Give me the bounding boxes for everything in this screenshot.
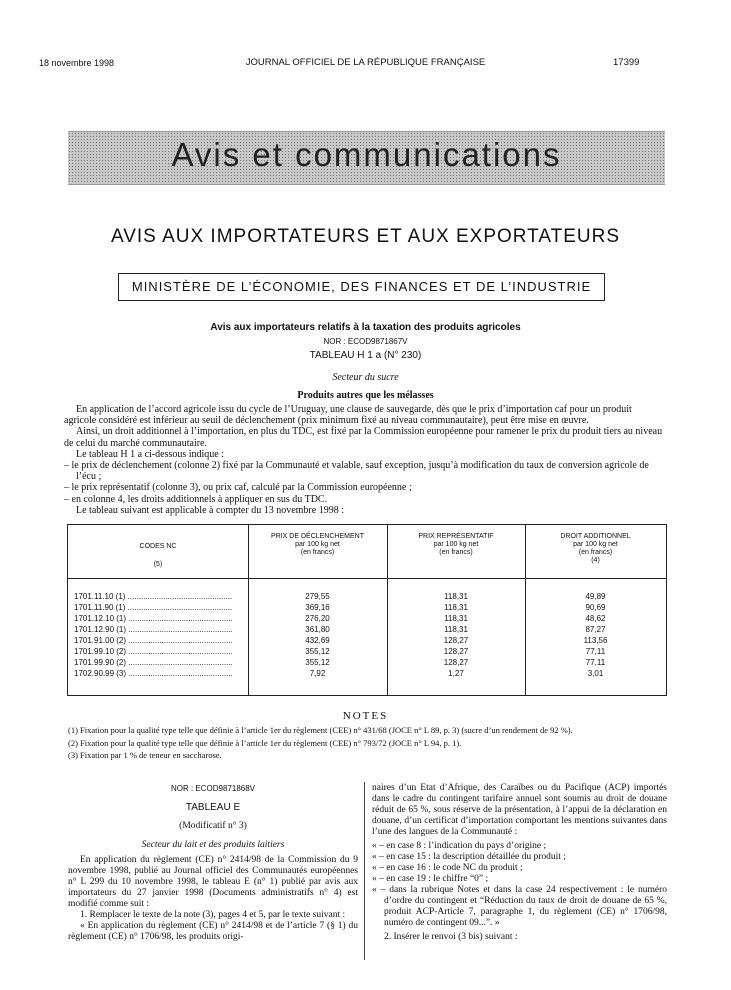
table-cell: 118,31 — [444, 603, 468, 612]
header-line: (en francs) — [300, 549, 335, 556]
code-cell: 1701.12.10 (1) — [74, 614, 127, 623]
header-page-number: 17399 — [613, 57, 640, 68]
header-line: PRIX REPRÉSENTATIF — [418, 533, 494, 540]
table-cell: 355,12 — [305, 658, 330, 667]
paragraph: « En application du règlement (CE) n° 2414/98 et de l’article 7 (§ 1) du règlement (CE) n° 1706/98, les produits origi- — [68, 921, 358, 942]
dash-item: – le prix représentatif (colonne 3), ou prix caf, calculé par la Commission européenne ; — [64, 482, 412, 494]
code-cell: 1702.90.99 (3) — [74, 669, 127, 678]
left-column — [68, 783, 358, 943]
paragraph: En application du règlement (CE) n° 2414/98 de la Commission du 9 novembre 1998, publié au Journal officiel des Communautés européennes n° L 299 du 10 novembre 1998, le tableau E (n° 1) publié par avis aux importateurs du 27 janvier 1998 (Documents administratifs n° 4) est modifié comme suit : — [68, 855, 358, 909]
header-line: par 100 kg net — [295, 541, 340, 548]
code-cell: 1701.11.10 (1) — [74, 592, 126, 601]
table-cell: 279,55 — [305, 592, 330, 601]
droit-column — [525, 591, 666, 679]
header-line: (en francs) — [578, 549, 613, 556]
table-row-code: 1701.11.10 (1) ............................................... — [74, 592, 233, 601]
table-row-code: 1701.99.10 (2) ............................................... — [74, 647, 233, 656]
code-cell: 1701.91.00 (2) — [74, 636, 127, 645]
paragraph: 2. Insérer le renvoi (3 bis) suivant : — [384, 932, 518, 942]
table-row-code: 1701.99.90 (2) ............................................... — [74, 658, 233, 667]
table-cell: 276,20 — [305, 614, 330, 623]
table-cell: 87,27 — [585, 625, 606, 634]
paragraph: En application de l’accord agricole issu du cycle de l’Uruguay, une clause de sauvegarde, dès que le prix d’importation caf pour un produit agricole considéré est inférieur au seuil de déclenchement (prix minimum fixé au niveau communautaire), peut être mise en œuvre. — [64, 404, 632, 427]
note-item: (2) Fixation pour la qualité type telle que définie à l’article 1er du règlement (CEE) n° 793/72 (JOCE n° L 94, p. 1). — [68, 737, 462, 748]
table-cell: 3,01 — [587, 669, 604, 678]
paragraph: Le tableau H 1 a ci-dessous indique : — [76, 448, 225, 460]
sector-title: Secteur du lait et des produits laitiers — [141, 840, 285, 850]
table-cell: 369,16 — [305, 603, 330, 612]
dash-item: « – en case 15 : la description détaillée du produit ; — [372, 852, 566, 862]
subtitle: Produits autres que les mélasses — [297, 390, 434, 401]
table-row-code: 1702.90.99 (3) ............................................... — [74, 669, 233, 678]
header-codes: CODES NC — [139, 543, 177, 550]
table-cell: 355,12 — [305, 647, 330, 656]
table-cell: 118,31 — [444, 614, 468, 623]
table-cell: 118,31 — [444, 625, 468, 634]
paragraph: Ainsi, un droit additionnel à l’importation, en plus du TDC, est fixé par la Commission européenne pour ramener le prix du produit tiers au niveau de celui du marché communautaire. — [64, 426, 663, 449]
paragraph: 1. Remplacer le texte de la note (3), pages 4 et 5, par le texte suivant : — [80, 910, 346, 920]
header-journal: JOURNAL OFFICIEL DE LA RÉPUBLIQUE FRANÇAISE — [245, 57, 486, 68]
table-cell: 128,27 — [443, 636, 469, 645]
header-codes-number: (5) — [153, 561, 163, 568]
table-cell: 1,27 — [448, 669, 464, 678]
header-line: par 100 kg net — [573, 541, 618, 548]
header-line: (en francs) — [439, 549, 473, 556]
dash-item: « – en case 16 : le code NC du produit ; — [372, 863, 523, 873]
header-line: par 100 kg net — [433, 541, 479, 548]
nor-reference: NOR : ECOD9871867V — [323, 337, 408, 346]
header-date: 18 novembre 1998 — [39, 58, 115, 68]
header-droit-additionnel — [525, 533, 666, 565]
dash-item: « – dans la rubrique Notes et dans la case 24 respectivement : le numéro d’ordre du contingent et “Réduction du taux de droit de douane de 65 %, produit ACP-Article 7, paragraphe 1, du règlement (CE) n° 1706/98, numéro de contingent 09...”. » — [372, 885, 667, 928]
codes-column — [74, 591, 244, 679]
header-prix-declenchement — [248, 533, 387, 557]
table-cell: 48,62 — [585, 614, 606, 623]
code-cell: 1701.99.90 (2) — [74, 658, 127, 667]
header-line: DROIT ADDITIONNEL — [560, 533, 631, 540]
table-cell: 77,11 — [585, 647, 606, 656]
banner-title: Avis et communications — [171, 136, 562, 173]
table-row-code: 1701.11.90 (1) ............................................... — [74, 603, 233, 612]
header-line: (4) — [591, 557, 600, 564]
tariff-table — [67, 524, 667, 696]
article-title: Avis aux importateurs relatifs à la taxation des produits agricoles — [210, 322, 521, 333]
header-line: PRIX DE DÉCLENCHEMENT — [271, 533, 364, 540]
table-cell: 432,69 — [305, 636, 330, 645]
representatif-column — [387, 591, 525, 679]
nor-reference: NOR : ECOD9871868V — [170, 784, 256, 793]
modificatif-label: (Modificatif n° 3) — [179, 821, 247, 831]
header-prix-representatif — [387, 533, 525, 557]
table-cell: 7,92 — [309, 669, 326, 678]
dash-item: – en colonne 4, les droits additionnels à appliquer en sus du TDC. — [64, 493, 328, 505]
table-cell: 49,89 — [585, 592, 606, 601]
code-cell: 1701.12.90 (1) — [74, 625, 127, 634]
table-row-code: 1701.91.00 (2) ............................................... — [74, 636, 233, 645]
code-cell: 1701.11.90 (1) — [74, 603, 126, 612]
code-cell: 1701.99.10 (2) — [74, 647, 127, 656]
section-banner — [68, 131, 665, 185]
table-cell: 128,27 — [443, 647, 469, 656]
table-row-code: 1701.12.10 (1) ............................................... — [74, 614, 233, 623]
article-body — [64, 404, 666, 516]
table-cell: 361,80 — [305, 625, 330, 634]
tableau-title: TABLEAU H 1 a (N° 230) — [309, 350, 422, 361]
paragraph: naires d’un Etat d’Afrique, des Caraïbes ou du Pacifique (ACP) importés dans le cadre du contingent tarifaire annuel sont soumis au droit de douane réduit de 65 %, sous réserve de la présentation, à l’appui de la déclaration en douane, d’un certificat d’importation comportant les mentions suivantes dans l’une des langues de la Communauté : — [372, 783, 667, 837]
dash-item: – le prix de déclenchement (colonne 2) fixé par la Communauté et valable, sauf exception, jusqu’à modification du taux de conversion agricole de l’écu ; — [64, 460, 649, 483]
right-column — [372, 783, 667, 943]
notes-title: NOTES — [342, 710, 389, 722]
table-row-code: 1701.12.90 (1) ............................................... — [74, 625, 233, 634]
table-cell: 90,69 — [585, 603, 606, 612]
table-cell: 118,31 — [444, 592, 468, 601]
sector-title: Secteur du sucre — [332, 372, 399, 383]
table-cell: 128,27 — [443, 658, 469, 667]
paragraph: Le tableau suivant est applicable à compter du 13 novembre 1998 : — [76, 504, 344, 516]
ministry-box: MINISTÈRE DE L’ÉCONOMIE, DES FINANCES ET DE L’INDUSTRIE — [118, 273, 605, 301]
dash-item: « – en case 19 : le chiffre “0” ; — [372, 874, 489, 884]
table-cell: 113,56 — [583, 636, 608, 645]
table-header-divider — [68, 578, 666, 579]
column-divider — [364, 782, 365, 960]
dash-item: « – en case 8 : l’indication du pays d’origine ; — [372, 841, 547, 851]
note-item: (3) Fixation par 1 % de teneur en saccharose. — [68, 750, 222, 760]
table-cell: 77,11 — [585, 658, 606, 667]
section-heading: AVIS AUX IMPORTATEURS ET AUX EXPORTATEURS — [110, 226, 621, 247]
notes-list — [68, 724, 668, 762]
declenchement-column — [248, 591, 387, 679]
tableau-title: TABLEAU E — [185, 802, 241, 813]
note-item: (1) Fixation pour la qualité type telle que définie à l’article 1er du règlement (CEE) n° 431/68 (JOCE n° L 89, p. 3) (sucre d’un rendement de 92 %). — [68, 725, 573, 735]
